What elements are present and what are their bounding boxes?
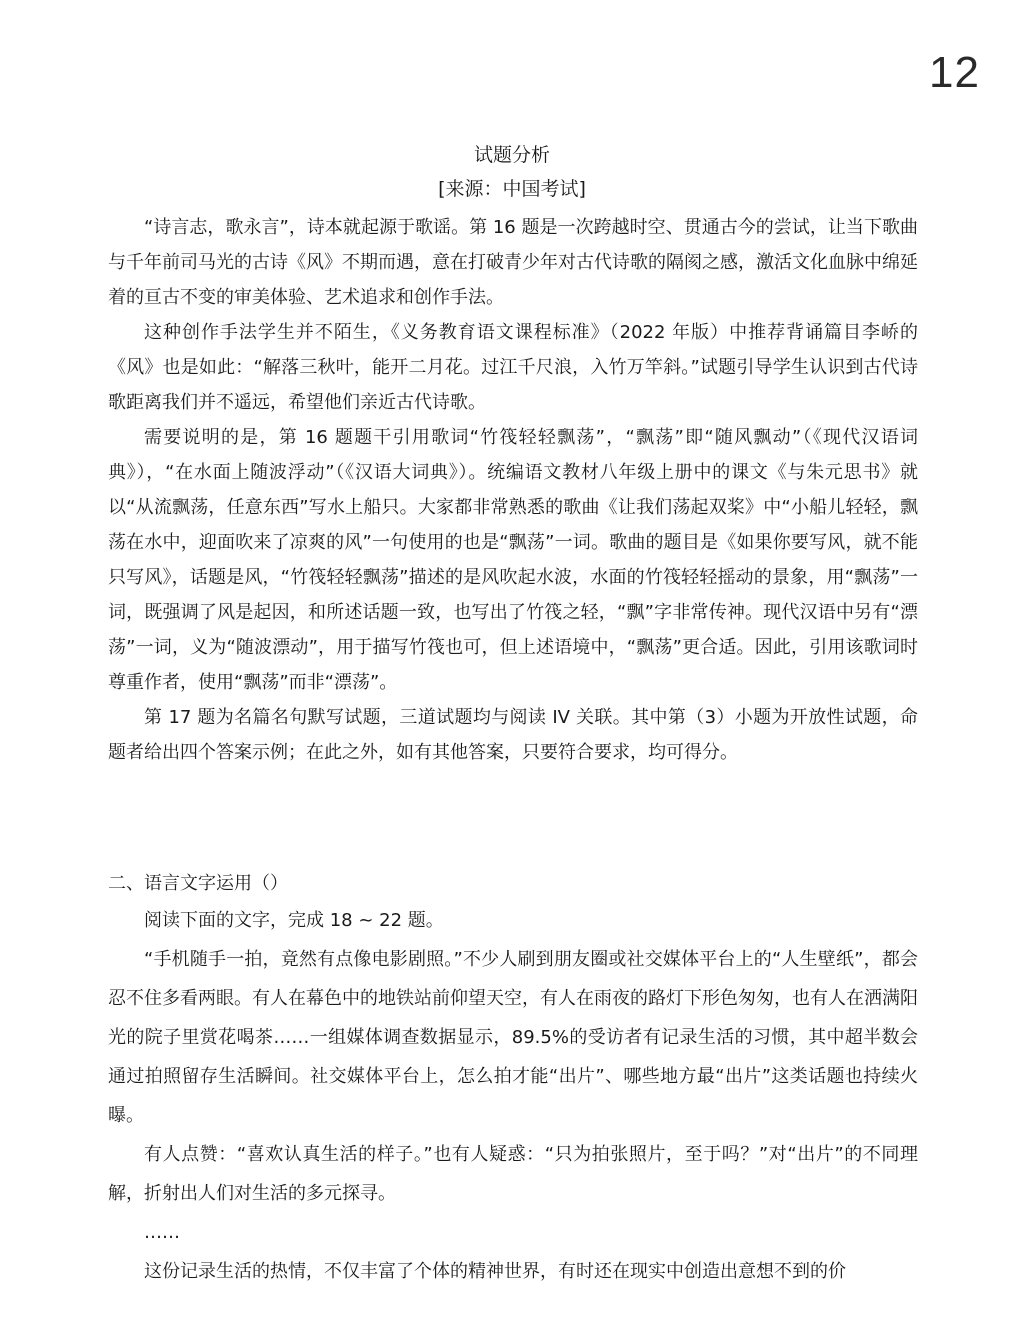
analysis-paragraph: “诗言志，歌永言”，诗本就起源于歌谣。第 16 题是一次跨越时空、贯通古今的尝试，让当下歌曲与千年前司马光的古诗《风》不期而遇，意在打破青少年对古代诗歌的隔阂之感，激活文化血脉中绵延着的亘古不变的审美体验、艺术追求和创作手法。	[108, 217, 918, 308]
passage-paragraph: “手机随手一拍，竟然有点像电影剧照。”不少人刷到朋友圈或社交媒体平台上的“人生壁纸”，都会忍不住多看两眼。有人在幕色中的地铁站前仰望天空，有人在雨夜的路灯下形色匆匆，也有人在洒满阳光的院子里赏花喝茶……一组媒体调查数据显示，89.5%的受访者有记录生活的习惯，其中超半数会通过拍照留存生活瞬间。社交媒体平台上，怎么拍才能“出片”、哪些地方最“出片”这类话题也持续火曝。	[108, 949, 918, 1126]
passage-paragraph: 这份记录生活的热情，不仅丰富了个体的精神世界，有时还在现实中创造出意想不到的价	[144, 1261, 846, 1282]
analysis-section	[108, 210, 918, 770]
passage-paragraph: 阅读下面的文字，完成 18 ~ 22 题。	[144, 910, 444, 931]
analysis-paragraph: 需要说明的是，第 16 题题干引用歌词“竹筏轻轻飘荡”，“飘荡”即“随风飘动”（《现代汉语词典》），“在水面上随波浮动”（《汉语大词典》）。统编语文教材八年级上册中的课文《与朱元思书》就以“从流飘荡，任意东西”写水上船只。大家都非常熟悉的歌曲《让我们荡起双桨》中“小船儿轻轻，飘荡在水中，迎面吹来了凉爽的风”一句使用的也是“飘荡”一词。歌曲的题目是《如果你要写风，就不能只写风》，话题是风，“竹筏轻轻飘荡”描述的是风吹起水波，水面的竹筏轻轻摇动的景象，用“飘荡”一词，既强调了风是起因，和所述话题一致，也写出了竹筏之轻，“飘”字非常传神。现代汉语中另有“漂荡”一词，义为“随波漂动”，用于描写竹筏也可，但上述语境中，“飘荡”更合适。因此，引用该歌词时尊重作者，使用“飘荡”而非“漂荡”。	[108, 427, 918, 693]
passage-paragraph: ……	[144, 1222, 180, 1243]
reading-passage	[108, 901, 918, 1291]
page-title: 试题分析	[473, 144, 550, 166]
source-line: [来源：中国考试]	[438, 178, 586, 200]
section-heading: 二、语言文字运用（）	[108, 873, 288, 894]
analysis-paragraph: 第 17 题为名篇名句默写试题，三道试题均与阅读 IV 关联。其中第（3）小题为开放性试题，命题者给出四个答案示例；在此之外，如有其他答案，只要符合要求，均可得分。	[108, 707, 918, 763]
page-number: 12	[929, 48, 980, 97]
passage-paragraph: 有人点赞：“喜欢认真生活的样子。”也有人疑惑：“只为拍张照片，至于吗？”对“出片”的不同理解，折射出人们对生活的多元探寻。	[108, 1144, 918, 1204]
analysis-paragraph: 这种创作手法学生并不陌生，《义务教育语文课程标准》（2022 年版）中推荐背诵篇目李峤的《风》也是如此：“解落三秋叶，能开二月花。过江千尺浪，入竹万竿斜。”试题引导学生认识到古代诗歌距离我们并不遥远，希望他们亲近古代诗歌。	[108, 322, 918, 413]
